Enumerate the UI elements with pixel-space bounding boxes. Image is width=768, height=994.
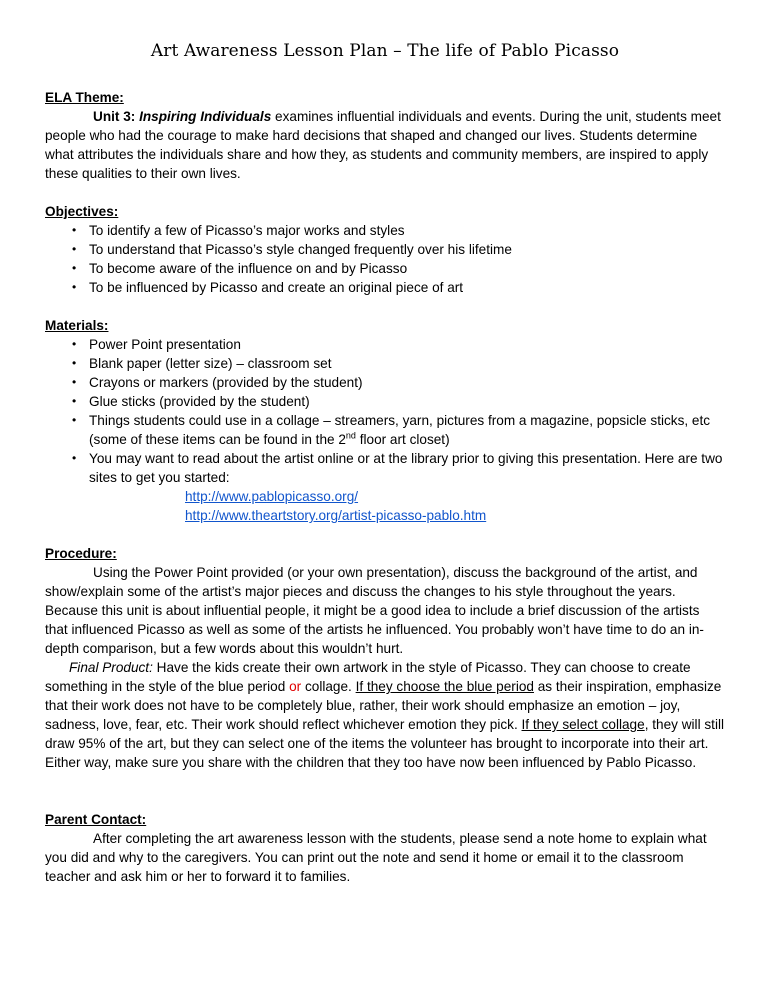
objective-item: • To identify a few of Picasso’s major works and styles — [45, 221, 725, 240]
material-item: • Crayons or markers (provided by the student) — [45, 373, 725, 392]
collage-text: Things students could use in a collage – streamers, yarn, pictures from a magazine, popsicle sticks, etc (some of these items can be found in the 2 — [89, 413, 711, 447]
final-text-1: Have the kids create their own artwork in the style of Picasso. They can choose to create something in the style of the blue period — [45, 660, 691, 694]
objectives-list — [45, 221, 725, 297]
unit-name: Inspiring Individuals — [139, 109, 272, 124]
objective-item: • To understand that Picasso’s style changed frequently over his lifetime — [45, 240, 725, 259]
procedure-heading: Procedure: — [45, 546, 117, 561]
ela-text: examines influential individuals and events. During the unit, students meet people who had the courage to make hard decisions that shaped and changed our lives. Students determine what attributes the individuals share and how they, as students and community members, are inspired to apply these qualities to their own lives. — [45, 109, 721, 181]
material-item-collage — [45, 411, 725, 449]
final-text-4: , they will still draw 95% of the art, but they can select one of the items the volunteer has brought to incorporate into their art. Either way, make sure you share with the children that they too have now been influenced by Pablo Picasso. — [45, 717, 724, 770]
procedure-paragraph: Using the Power Point provided (or your own presentation), discuss the background of the artist, and show/explain some of the artist’s major pieces and discuss the changes to his style throughout the years. Because this unit is about influential people, it might be a good idea to include a brief discussion of the artists that influenced Picasso as well as some of the artists he influenced. You probably won’t have time to do an in-depth comparison, but a few words about this wouldn’t hurt. — [45, 565, 704, 656]
ela-section — [45, 88, 725, 183]
link-pablopicasso[interactable]: http://www.pablopicasso.org/ — [185, 489, 359, 504]
unit-label: Unit 3: — [93, 109, 136, 124]
link-theartstory[interactable]: http://www.theartstory.org/artist-picasso-pablo.htm — [185, 508, 487, 523]
objective-item: • To become aware of the influence on and by Picasso — [45, 259, 725, 278]
document-page — [45, 42, 725, 905]
ela-paragraph — [45, 107, 725, 183]
parent-section — [45, 810, 725, 886]
links-block — [89, 487, 725, 525]
ela-heading: ELA Theme: — [45, 90, 124, 105]
objectives-section — [45, 202, 725, 297]
page-title: Art Awareness Lesson Plan – The life of Pablo Picasso — [150, 41, 620, 61]
material-item: • Power Point presentation — [45, 335, 725, 354]
final-text-3: as their inspiration, emphasize that their work does not have to be completely blue, rather, their work should emphasize an emotion – joy, sadness, love, fear, etc. Their work should reflect whichever emotion they pick. — [45, 679, 722, 732]
procedure-section — [45, 544, 725, 772]
materials-list — [45, 335, 725, 525]
or-word: or — [289, 679, 302, 694]
read-text: You may want to read about the artist online or at the library prior to giving this presentation. Here are two sites to get you started: — [89, 451, 723, 485]
ordinal-suffix: nd — [345, 430, 356, 441]
final-text-2: collage. — [301, 679, 356, 694]
parent-paragraph: After completing the art awareness lesson with the students, please send a note home to explain what you did and why to the caregivers. You can print out the note and send it home or email it to the classroom teacher and ask him or her to forward it to families. — [45, 831, 707, 884]
materials-section — [45, 316, 725, 525]
final-product-paragraph — [45, 658, 725, 772]
objective-item: • To be influenced by Picasso and create an original piece of art — [45, 278, 725, 297]
blue-period-underline: If they choose the blue period — [355, 679, 534, 694]
collage-underline: If they select collage — [521, 717, 645, 732]
material-item: • Blank paper (letter size) – classroom set — [45, 354, 725, 373]
final-product-label: Final Product: — [69, 660, 153, 675]
objectives-heading: Objectives: — [45, 204, 119, 219]
material-item: • Glue sticks (provided by the student) — [45, 392, 725, 411]
collage-text-end: floor art closet) — [355, 432, 450, 447]
materials-heading: Materials: — [45, 318, 109, 333]
parent-heading: Parent Contact: — [45, 812, 147, 827]
material-item-read — [45, 449, 725, 525]
